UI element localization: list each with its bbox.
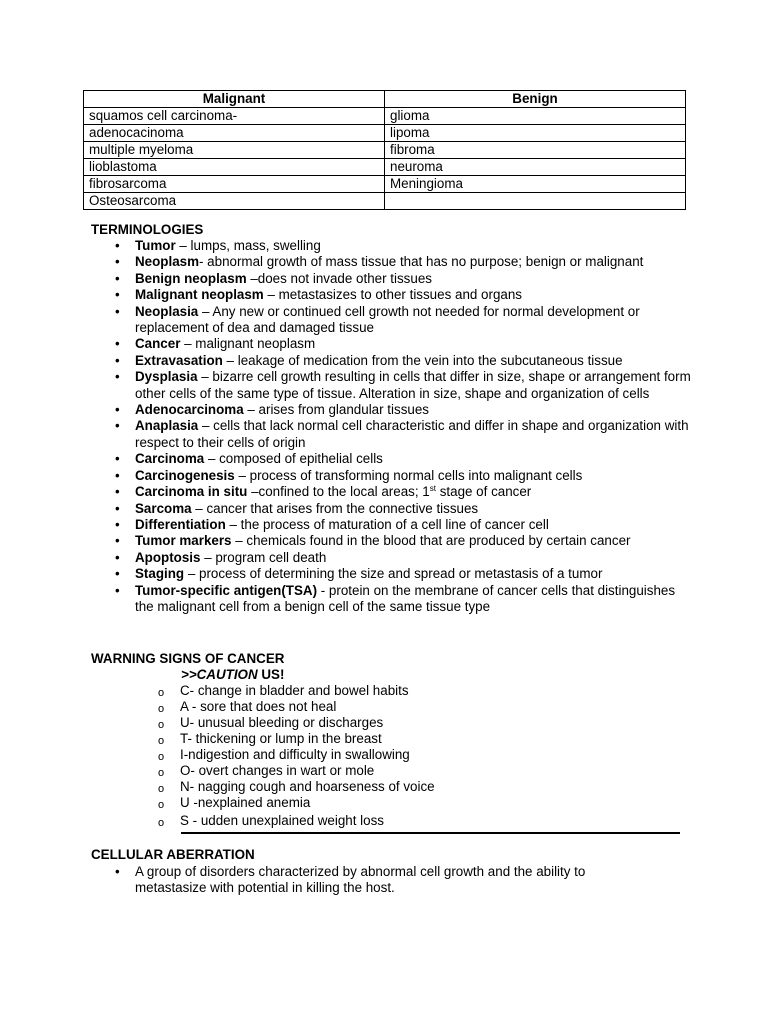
term-item xyxy=(91,533,691,549)
term-definition: – cancer that arises from the connective tissues xyxy=(191,500,479,516)
term-definition: – cells that lack normal cell characteristic and differ in shape and organization with respect to their cells of origin xyxy=(135,418,689,450)
terminologies-heading: TERMINOLOGIES xyxy=(91,222,204,237)
term-definition: – composed of epithelial cells xyxy=(204,451,383,467)
circle-bullet-icon: o xyxy=(158,687,165,699)
malignant-cell: multiple myeloma xyxy=(84,142,385,159)
caution-mnemonic xyxy=(181,667,284,683)
circle-bullet-icon: o xyxy=(158,767,165,779)
bullet-icon: • xyxy=(115,467,120,483)
term-item xyxy=(91,369,691,402)
malignant-cell: lioblastoma xyxy=(84,159,385,176)
malignant-cell: fibrosarcoma xyxy=(84,176,385,193)
term-definition: – metastasizes to other tissues and organs xyxy=(263,287,522,303)
term-name: Tumor-specific antigen(TSA) xyxy=(135,582,318,598)
table-header-row xyxy=(84,91,686,108)
warning-sign-item xyxy=(158,747,435,763)
term-definition: - protein on the membrane of cancer cells that distinguishes the malignant cell from a benign cell of the same tissue type xyxy=(135,582,676,614)
term-definition: – program cell death xyxy=(200,549,327,565)
warning-sign-text: T- thickening or lump in the breast xyxy=(180,731,382,746)
benign-cell: fibroma xyxy=(385,142,686,159)
term-definition: – the process of maturation of a cell line of cancer cell xyxy=(225,516,549,532)
bullet-icon: • xyxy=(115,238,120,253)
term-item xyxy=(91,353,691,369)
warning-sign-item xyxy=(158,813,435,829)
list-item xyxy=(91,864,651,897)
term-item xyxy=(91,271,691,287)
circle-bullet-icon: o xyxy=(158,751,165,763)
cellular-aberration-text: A group of disorders characterized by abnormal cell growth and the ability to metastasize with potential in killing the host. xyxy=(135,864,586,896)
term-name: Adenocarcinoma xyxy=(135,402,244,418)
bullet-icon: • xyxy=(115,336,120,352)
table-row xyxy=(84,159,686,176)
warning-sign-text: A - sore that does not heal xyxy=(180,699,337,714)
circle-bullet-icon: o xyxy=(158,735,165,747)
term-item xyxy=(91,468,691,484)
term-name: Tumor xyxy=(135,238,176,253)
term-item xyxy=(91,517,691,533)
term-name: Carcinoma xyxy=(135,451,205,467)
term-name: Cancer xyxy=(135,336,181,352)
bullet-icon: • xyxy=(115,484,120,500)
term-item xyxy=(91,566,691,582)
circle-bullet-icon: o xyxy=(158,703,165,715)
term-name: Malignant neoplasm xyxy=(135,287,264,303)
table-row xyxy=(84,142,686,159)
bullet-icon: • xyxy=(115,369,120,385)
circle-bullet-icon: o xyxy=(158,799,165,811)
benign-cell: glioma xyxy=(385,108,686,125)
malignant-cell: Osteosarcoma xyxy=(84,193,385,210)
benign-cell xyxy=(385,193,686,210)
term-item xyxy=(91,287,691,303)
term-definition: – chemicals found in the blood that are produced by certain cancer xyxy=(231,533,631,549)
circle-bullet-icon: o xyxy=(158,783,165,795)
term-item xyxy=(91,583,691,616)
term-item xyxy=(91,402,691,418)
term-definition: - abnormal growth of mass tissue that has no purpose; benign or malignant xyxy=(199,254,644,270)
term-name: Anaplasia xyxy=(135,418,199,434)
warning-sign-text: I-ndigestion and difficulty in swallowing xyxy=(180,747,410,762)
term-definition-cont: stage of cancer xyxy=(435,484,532,500)
term-definition: – malignant neoplasm xyxy=(180,336,316,352)
warning-sign-text: S - udden unexplained weight loss xyxy=(180,813,384,828)
warning-sign-text: O- overt changes in wart or mole xyxy=(180,763,375,778)
term-name: Benign neoplasm xyxy=(135,270,247,286)
table-row xyxy=(84,108,686,125)
tumor-classification-table xyxy=(83,90,686,210)
bullet-icon: • xyxy=(115,864,120,879)
term-definition: – Any new or continued cell growth not needed for normal development or replacement of dea and damaged tissue xyxy=(135,303,640,336)
cellular-aberration-heading: CELLULAR ABERRATION xyxy=(91,847,255,862)
bullet-icon: • xyxy=(115,500,120,516)
bullet-icon: • xyxy=(115,566,120,582)
mnemonic-word: CAUTION xyxy=(196,667,258,682)
term-item xyxy=(91,451,691,467)
bullet-icon: • xyxy=(115,451,120,467)
table-row xyxy=(84,193,686,210)
term-item xyxy=(91,304,691,337)
bullet-icon: • xyxy=(115,533,120,549)
table-row xyxy=(84,176,686,193)
term-name: Tumor markers xyxy=(135,533,232,549)
warning-sign-item xyxy=(158,763,435,779)
term-name: Dysplasia xyxy=(135,369,198,385)
term-name: Extravasation xyxy=(135,352,223,368)
term-item xyxy=(91,501,691,517)
term-name: Neoplasia xyxy=(135,303,199,319)
bullet-icon: • xyxy=(115,287,120,303)
term-item xyxy=(91,484,691,500)
term-item xyxy=(91,254,691,270)
term-definition: – process of determining the size and spread or metastasis of a tumor xyxy=(184,566,603,582)
bullet-icon: • xyxy=(115,254,120,270)
warning-sign-item xyxy=(158,779,435,795)
bullet-icon: • xyxy=(115,402,120,418)
warning-sign-text: N- nagging cough and hoarseness of voice xyxy=(180,779,435,794)
cellular-aberration-list xyxy=(91,864,651,897)
term-name: Carcinoma in situ xyxy=(135,484,248,500)
mnemonic-prefix: >> xyxy=(181,667,197,682)
warning-sign-item xyxy=(158,683,435,699)
circle-bullet-icon: o xyxy=(158,719,165,731)
bullet-icon: • xyxy=(115,303,120,319)
header-malignant: Malignant xyxy=(84,91,385,108)
warning-signs-list xyxy=(158,683,435,829)
bullet-icon: • xyxy=(115,270,120,286)
benign-cell: lipoma xyxy=(385,125,686,142)
bullet-icon: • xyxy=(115,582,120,598)
warning-signs-heading: WARNING SIGNS OF CANCER xyxy=(91,651,285,666)
warning-sign-text: C- change in bladder and bowel habits xyxy=(180,683,409,698)
warning-sign-text: U- unusual bleeding or discharges xyxy=(180,715,384,730)
term-name: Staging xyxy=(135,566,185,582)
term-definition: –confined to the local areas; 1 xyxy=(247,484,430,500)
horizontal-divider xyxy=(181,832,680,834)
warning-sign-text: U -nexplained anemia xyxy=(180,795,311,810)
benign-cell: neuroma xyxy=(385,159,686,176)
bullet-icon: • xyxy=(115,418,120,434)
term-item xyxy=(91,418,691,451)
malignant-cell: squamos cell carcinoma- xyxy=(84,108,385,125)
header-benign: Benign xyxy=(385,91,686,108)
warning-sign-item xyxy=(158,699,435,715)
ordinal-suffix: st xyxy=(429,484,436,494)
term-name: Neoplasm xyxy=(135,254,199,270)
term-name: Differentiation xyxy=(135,516,226,532)
term-name: Carcinogenesis xyxy=(135,467,235,483)
warning-sign-item xyxy=(158,731,435,747)
term-definition: – process of transforming normal cells into malignant cells xyxy=(234,467,583,483)
term-name: Sarcoma xyxy=(135,500,192,516)
term-definition: – bizarre cell growth resulting in cells that differ in size, shape or arrangement form other cells of the same type of tissue. Alteration in size, shape and organization of cells xyxy=(135,369,691,401)
term-item xyxy=(91,238,691,254)
bullet-icon: • xyxy=(115,352,120,368)
mnemonic-suffix: US! xyxy=(257,667,285,682)
benign-cell: Meningioma xyxy=(385,176,686,193)
malignant-cell: adenocacinoma xyxy=(84,125,385,142)
circle-bullet-icon: o xyxy=(158,817,165,829)
warning-sign-item xyxy=(158,715,435,731)
bullet-icon: • xyxy=(115,516,120,532)
terminologies-list xyxy=(91,238,691,615)
term-item xyxy=(91,336,691,352)
term-definition: – lumps, mass, swelling xyxy=(175,238,321,253)
bullet-icon: • xyxy=(115,549,120,565)
term-definition: –does not invade other tissues xyxy=(246,270,432,286)
term-item xyxy=(91,550,691,566)
term-definition: – leakage of medication from the vein into the subcutaneous tissue xyxy=(222,352,623,368)
term-name: Apoptosis xyxy=(135,549,201,565)
warning-sign-item xyxy=(158,795,435,811)
table-row xyxy=(84,125,686,142)
term-definition: – arises from glandular tissues xyxy=(243,402,429,418)
